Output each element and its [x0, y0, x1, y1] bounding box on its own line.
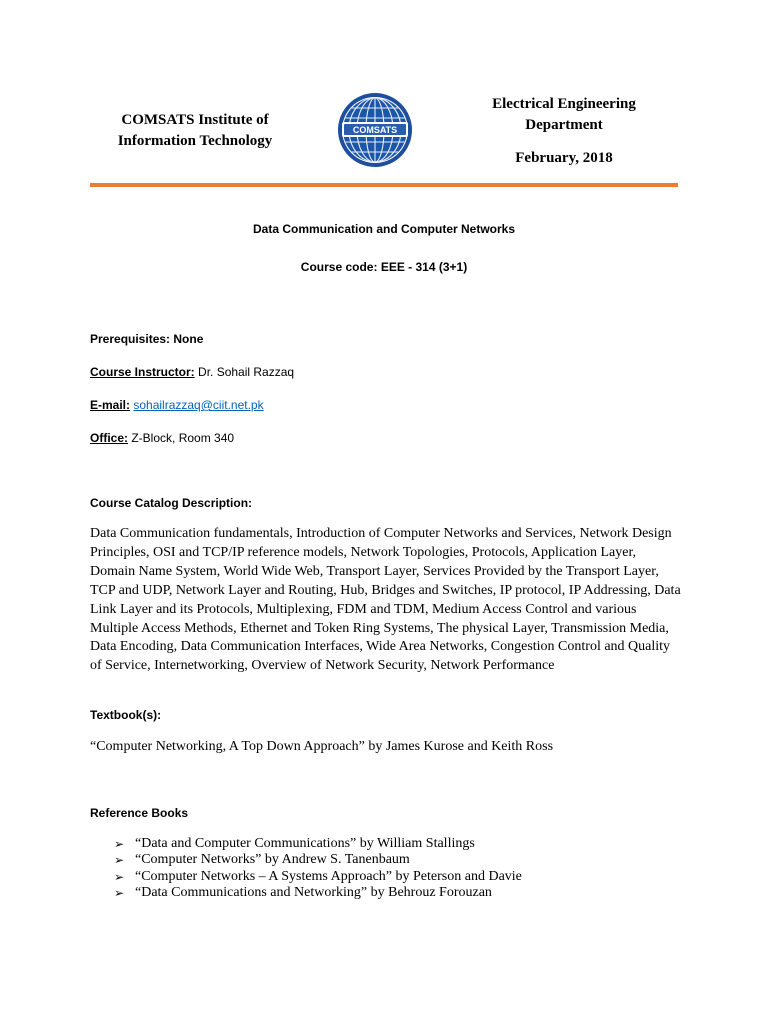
- office-label: Office:: [90, 431, 129, 445]
- textbook-entry: “Computer Networking, A Top Down Approach” by James Kurose and Keith Ross: [90, 739, 554, 754]
- course-code: Course code: EEE - 314 (3+1): [300, 260, 468, 274]
- reference-book: “Computer Networks” by Andrew S. Tanenbaum: [135, 852, 410, 868]
- department-name-line: Department: [525, 117, 603, 133]
- department-name: [478, 94, 650, 136]
- document-date: February, 2018: [515, 150, 613, 166]
- catalog-line: Multiple Access Methods, Ethernet and Token Ring Systems, The physical Layer, Transmission Media,: [90, 620, 669, 636]
- textbooks-heading: Textbook(s):: [90, 708, 162, 722]
- reference-book: “Data Communications and Networking” by Behrouz Forouzan: [135, 884, 492, 900]
- catalog-line: Link Layer and its Protocols, Multiplexing, FDM and TDM, Medium Access Control and various: [90, 601, 637, 617]
- catalog-line: Data Communication fundamentals, Introduction of Computer Networks and Services, Network Design: [90, 526, 672, 541]
- catalog-description: [90, 525, 688, 676]
- reference-books-heading: Reference Books: [90, 806, 189, 820]
- reference-books-list: [114, 836, 522, 901]
- catalog-line: Domain Name System, World Wide Web, Transport Layer, Services Provided by the Transport Layer,: [90, 563, 659, 579]
- catalog-line: Data Encoding, Data Communication Interfaces, Wide Area Networks, Congestion Control and Quality: [90, 639, 671, 655]
- department-name-line: Electrical Engineering: [492, 96, 636, 112]
- office-value: Z-Block, Room 340: [128, 431, 235, 445]
- arrowhead-bullet-icon: ➢: [114, 837, 125, 851]
- reference-book: “Data and Computer Communications” by William Stallings: [135, 836, 475, 851]
- course-instructor: [90, 364, 294, 380]
- catalog-line: TCP and UDP, Network Layer and Routing, Hub, Bridges and Switches, IP protocol, IP Addressing, Data: [90, 582, 681, 598]
- course-title: Data Communication and Computer Networks: [252, 222, 516, 236]
- prerequisites: [90, 331, 203, 347]
- institute-name: [100, 110, 290, 152]
- catalog-line: Principles, OSI and TCP/IP reference models, Network Topologies, Protocols, Application Layer,: [90, 544, 637, 560]
- arrowhead-bullet-icon: ➢: [114, 869, 125, 884]
- email-link[interactable]: sohailrazzaq@ciit.net.pk: [133, 398, 264, 412]
- list-item: [114, 885, 522, 901]
- email-label: E-mail:: [90, 398, 131, 412]
- list-item: [114, 869, 522, 885]
- reference-book: “Computer Networks – A Systems Approach” by Peterson and Davie: [135, 868, 522, 884]
- institute-name-line: COMSATS Institute of: [121, 112, 269, 128]
- header-divider: [90, 183, 678, 187]
- institute-name-line: Information Technology: [117, 133, 273, 149]
- arrowhead-bullet-icon: ➢: [114, 885, 125, 900]
- email: [90, 397, 264, 413]
- instructor-label: Course Instructor:: [90, 365, 195, 379]
- list-item: [114, 836, 522, 852]
- catalog-heading: Course Catalog Description:: [90, 496, 253, 510]
- prerequisites-label: Prerequisites: None: [90, 332, 204, 346]
- catalog-line: of Service, Internetworking, Overview of Network Security, Network Performance: [90, 658, 555, 674]
- comsats-logo: [338, 93, 412, 167]
- office: [90, 430, 234, 446]
- instructor-value: Dr. Sohail Razzaq: [194, 365, 295, 379]
- arrowhead-bullet-icon: ➢: [114, 853, 125, 868]
- logo-text: COMSATS: [352, 125, 398, 135]
- list-item: [114, 852, 522, 868]
